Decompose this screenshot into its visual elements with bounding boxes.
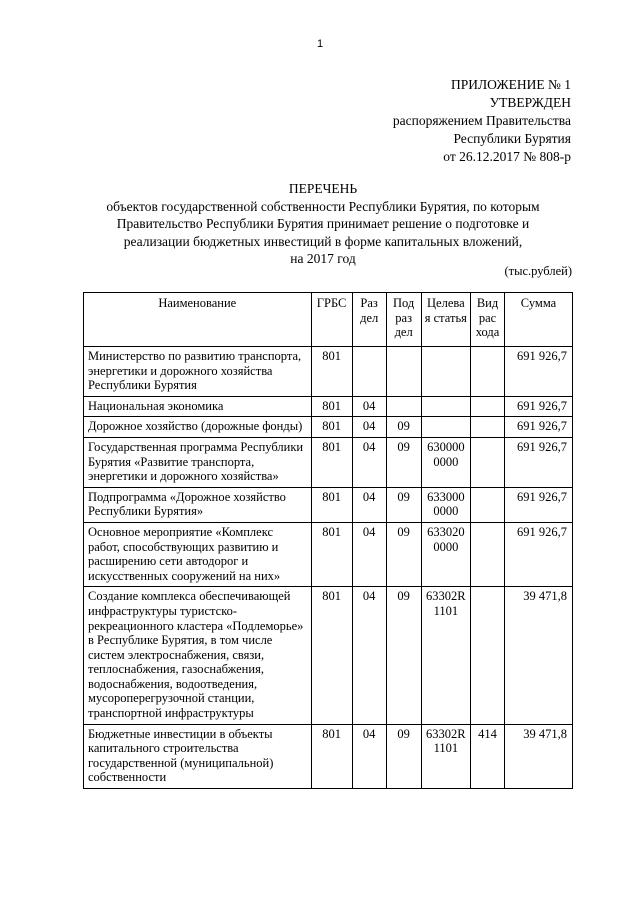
header-name: Наименование bbox=[84, 293, 312, 347]
cell-razdel: 04 bbox=[352, 587, 386, 724]
cell-summa: 691 926,7 bbox=[505, 437, 573, 487]
cell-celeva: 63302R 1101 bbox=[421, 724, 470, 788]
title-line-3: реализации бюджетных инвестиций в форме капитальных вложений, bbox=[123, 233, 523, 249]
approved-label: УТВЕРЖДЕН bbox=[489, 95, 571, 110]
header-podrazdel: Под раз дел bbox=[386, 293, 421, 347]
cell-celeva: 633020 0000 bbox=[421, 522, 470, 586]
cell-razdel bbox=[352, 347, 386, 397]
title-line-2: Правительство Республики Бурятия принимает решение о подготовке и bbox=[116, 216, 530, 231]
cell-celeva: 63302R 1101 bbox=[421, 587, 470, 724]
cell-vid bbox=[471, 417, 505, 438]
cell-name: Основное мероприятие «Комплекс работ, способствующих развитию и расширению сети автодорог и искусственных сооружений на них» bbox=[84, 522, 312, 586]
page-number: 1 bbox=[316, 38, 324, 50]
cell-name: Подпрограмма «Дорожное хозяйство Республики Бурятия» bbox=[84, 487, 312, 522]
table-row bbox=[84, 522, 573, 586]
cell-grbs: 801 bbox=[311, 487, 352, 522]
cell-grbs: 801 bbox=[311, 724, 352, 788]
header-vid: Вид рас хода bbox=[471, 293, 505, 347]
approval-block bbox=[393, 76, 571, 166]
cell-summa: 691 926,7 bbox=[505, 347, 573, 397]
cell-grbs: 801 bbox=[311, 396, 352, 417]
cell-celeva: 633000 0000 bbox=[421, 487, 470, 522]
approved-by-region: Республики Бурятия bbox=[453, 131, 571, 146]
cell-summa: 691 926,7 bbox=[505, 522, 573, 586]
header-summa: Сумма bbox=[505, 293, 573, 347]
cell-summa: 39 471,8 bbox=[505, 724, 573, 788]
cell-vid bbox=[471, 396, 505, 417]
cell-razdel: 04 bbox=[352, 522, 386, 586]
cell-podrazdel: 09 bbox=[386, 724, 421, 788]
header-razdel: Раз дел bbox=[352, 293, 386, 347]
cell-vid bbox=[471, 437, 505, 487]
cell-celeva bbox=[421, 396, 470, 417]
cell-razdel: 04 bbox=[352, 417, 386, 438]
cell-celeva bbox=[421, 347, 470, 397]
cell-podrazdel: 09 bbox=[386, 437, 421, 487]
cell-grbs: 801 bbox=[311, 417, 352, 438]
cell-grbs: 801 bbox=[311, 347, 352, 397]
table-row bbox=[84, 487, 573, 522]
table-row bbox=[84, 396, 573, 417]
cell-grbs: 801 bbox=[311, 437, 352, 487]
cell-podrazdel bbox=[386, 347, 421, 397]
table-row bbox=[84, 417, 573, 438]
approved-by: распоряжением Правительства bbox=[392, 113, 571, 128]
title-line-1: объектов государственной собственности Республики Бурятия, по которым bbox=[106, 198, 540, 214]
investment-table bbox=[83, 292, 573, 789]
header-grbs: ГРБС bbox=[311, 293, 352, 347]
cell-name: Дорожное хозяйство (дорожные фонды) bbox=[84, 417, 312, 438]
cell-summa: 39 471,8 bbox=[505, 587, 573, 724]
cell-name: Бюджетные инвестиции в объекты капитального строительства государственной (муниципальной) собственности bbox=[84, 724, 312, 788]
cell-vid bbox=[471, 347, 505, 397]
cell-razdel: 04 bbox=[352, 437, 386, 487]
table-row bbox=[84, 724, 573, 788]
cell-vid bbox=[471, 522, 505, 586]
cell-celeva: 630000 0000 bbox=[421, 437, 470, 487]
table-row bbox=[84, 347, 573, 397]
cell-podrazdel: 09 bbox=[386, 487, 421, 522]
cell-podrazdel: 09 bbox=[386, 417, 421, 438]
cell-podrazdel: 09 bbox=[386, 587, 421, 724]
appendix-label: ПРИЛОЖЕНИЕ № 1 bbox=[450, 77, 571, 92]
cell-name: Министерство по развитию транспорта, энергетики и дорожного хозяйства Республики Бурятия bbox=[84, 347, 312, 397]
cell-summa: 691 926,7 bbox=[505, 487, 573, 522]
cell-podrazdel: 09 bbox=[386, 522, 421, 586]
units-label: (тыс.рублей) bbox=[504, 264, 572, 278]
title-line-4: на 2017 год bbox=[290, 251, 356, 266]
cell-podrazdel bbox=[386, 396, 421, 417]
cell-razdel: 04 bbox=[352, 396, 386, 417]
cell-grbs: 801 bbox=[311, 522, 352, 586]
title-heading: ПЕРЕЧЕНЬ bbox=[288, 181, 358, 196]
cell-razdel: 04 bbox=[352, 724, 386, 788]
cell-grbs: 801 bbox=[311, 587, 352, 724]
document-title bbox=[60, 180, 586, 268]
cell-name: Национальная экономика bbox=[84, 396, 312, 417]
cell-name: Создание комплекса обеспечивающей инфраструктуры туристско-рекреационного кластера «Подлеморье» в Республике Бурятия, в том числе систем электроснабжения, связи, теплоснабжения, газоснабжения, водоснабжения, водоотведения, мусороперегрузочной станции, транспортной инфраструктуры bbox=[84, 587, 312, 724]
cell-summa: 691 926,7 bbox=[505, 417, 573, 438]
cell-vid: 414 bbox=[471, 724, 505, 788]
table-row bbox=[84, 437, 573, 487]
table-header-row bbox=[84, 293, 573, 347]
table-row bbox=[84, 587, 573, 724]
cell-summa: 691 926,7 bbox=[505, 396, 573, 417]
cell-celeva bbox=[421, 417, 470, 438]
cell-vid bbox=[471, 487, 505, 522]
cell-razdel: 04 bbox=[352, 487, 386, 522]
approval-date: от 26.12.2017 № 808-р bbox=[443, 149, 571, 164]
cell-vid bbox=[471, 587, 505, 724]
cell-name: Государственная программа Республики Бурятия «Развитие транспорта, энергетики и дорожного хозяйства» bbox=[84, 437, 312, 487]
header-celeva: Целева я статья bbox=[421, 293, 470, 347]
